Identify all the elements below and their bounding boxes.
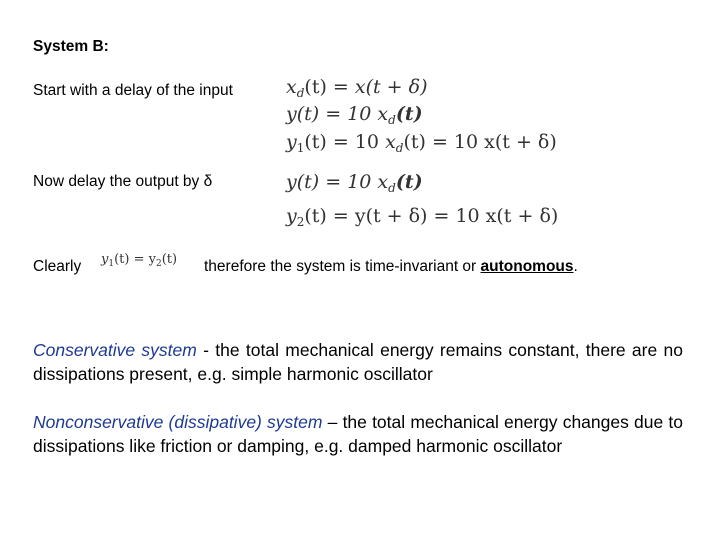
nonconservative-term: Nonconservative (dissipative) system bbox=[33, 412, 323, 432]
equation-output-of-delayed-input: y(t) = 10 $x_d(t)$ bbox=[286, 103, 423, 127]
equation-input-delay: $x_d(t) = x(t + \delta)$ bbox=[286, 76, 428, 100]
equation-y2: $y_2(t) = y(t + \delta) = 10$ x(t + δ) bbox=[286, 205, 559, 229]
intro-label: Start with a delay of the input bbox=[33, 82, 233, 99]
equation-y1: $y_1(t) = 10$ $x_d(t) = 10$ x(t + δ) bbox=[286, 131, 557, 155]
conclusion-text: therefore the system is time-invariant or autonomous. bbox=[204, 258, 578, 275]
delay-label: Now delay the output by δ bbox=[33, 173, 213, 190]
nonconservative-definition: Nonconservative (dissipative) system – the total mechanical energy changes due to dissipations like friction or damping, e.g. damped harmonic oscillator bbox=[33, 412, 683, 456]
clearly-word: Clearly bbox=[33, 258, 82, 275]
autonomous-term: autonomous bbox=[480, 258, 574, 275]
equality-expression: $y_1(t) = y_2(t)$ bbox=[101, 252, 178, 269]
equation-output: y(t) = 10 $x_d(t)$ bbox=[286, 171, 423, 195]
conservative-term: Conservative system bbox=[33, 340, 197, 360]
conservative-definition: Conservative system - the total mechanical energy remains constant, there are no dissipations present, e.g. simple harmonic oscillator bbox=[33, 340, 683, 384]
section-heading: System B: bbox=[33, 38, 109, 55]
